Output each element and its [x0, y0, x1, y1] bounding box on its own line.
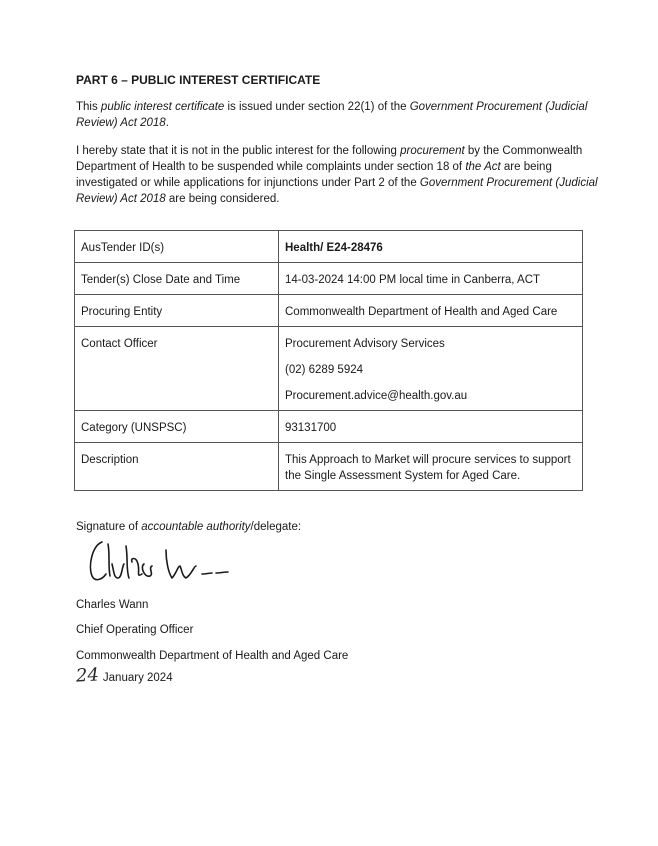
row-label: Category (UNSPSC) [75, 411, 279, 443]
statement-italic-2: the Act [465, 161, 501, 173]
row-label: Contact Officer [75, 327, 279, 411]
close-date-value: 14-03-2024 14:00 PM local time in Canberra, ACT [279, 263, 583, 295]
statement-text-3: are being investigated or while applications for injunctions under Part 2 of the [76, 161, 552, 189]
signatory-organisation: Commonwealth Department of Health and Aged Care [76, 650, 349, 662]
date-month-year: January 2024 [102, 672, 173, 684]
signatory-name: Charles Wann [76, 599, 149, 611]
intro-text-3: . [165, 117, 169, 129]
statement-text-2: by the Commonwealth Department of Health to be suspended while complaints under section 18 of [76, 145, 583, 173]
procurement-details-table [74, 230, 583, 491]
table-row [75, 231, 583, 263]
intro-text-2: is issued under section 22(1) of the [224, 101, 410, 113]
contact-email: Procurement.advice@health.gov.au [285, 390, 468, 402]
intro-text-1: This [76, 101, 101, 113]
signature-date [75, 664, 173, 687]
category-value: 93131700 [279, 411, 583, 443]
description-value: This Approach to Market will procure services to support the Single Assessment System for Aged Care. [279, 443, 583, 491]
page-title: PART 6 – PUBLIC INTEREST CERTIFICATE [76, 73, 321, 87]
statement-text-4: are being considered. [165, 193, 280, 205]
statement-text-1: I hereby state that it is not in the public interest for the following [76, 145, 401, 157]
row-label: Procuring Entity [75, 295, 279, 327]
procuring-entity-value: Commonwealth Department of Health and Aged Care [279, 295, 583, 327]
table-row [75, 411, 583, 443]
contact-phone: (02) 6289 5924 [285, 364, 364, 376]
table-row [75, 295, 583, 327]
contact-name: Procurement Advisory Services [285, 338, 445, 350]
signature-label-post: /delegate: [250, 521, 302, 533]
handwritten-signature [84, 536, 244, 588]
row-label: Tender(s) Close Date and Time [75, 263, 279, 295]
date-day-handwritten: 24 [75, 664, 100, 687]
statement-italic-1: procurement [400, 145, 465, 157]
table-row [75, 327, 583, 411]
signatory-role: Chief Operating Officer [76, 624, 194, 636]
contact-officer-value [279, 327, 583, 411]
statement-italic-3: Government Procurement (Judicial Review) Act 2018 [76, 177, 598, 205]
intro-italic-1: public interest certificate [100, 101, 225, 113]
intro-paragraph [76, 99, 606, 131]
statement-paragraph [76, 143, 606, 207]
table-row [75, 443, 583, 491]
row-label: Description [75, 443, 279, 491]
signature-label-italic: accountable authority [141, 521, 251, 533]
austender-id-value: Health/ E24-28476 [279, 231, 583, 263]
signature-label [76, 519, 301, 535]
row-label: AusTender ID(s) [75, 231, 279, 263]
intro-italic-2: Government Procurement (Judicial Review) Act 2018 [76, 101, 588, 129]
signature-label-pre: Signature of [76, 521, 142, 533]
table-row [75, 263, 583, 295]
